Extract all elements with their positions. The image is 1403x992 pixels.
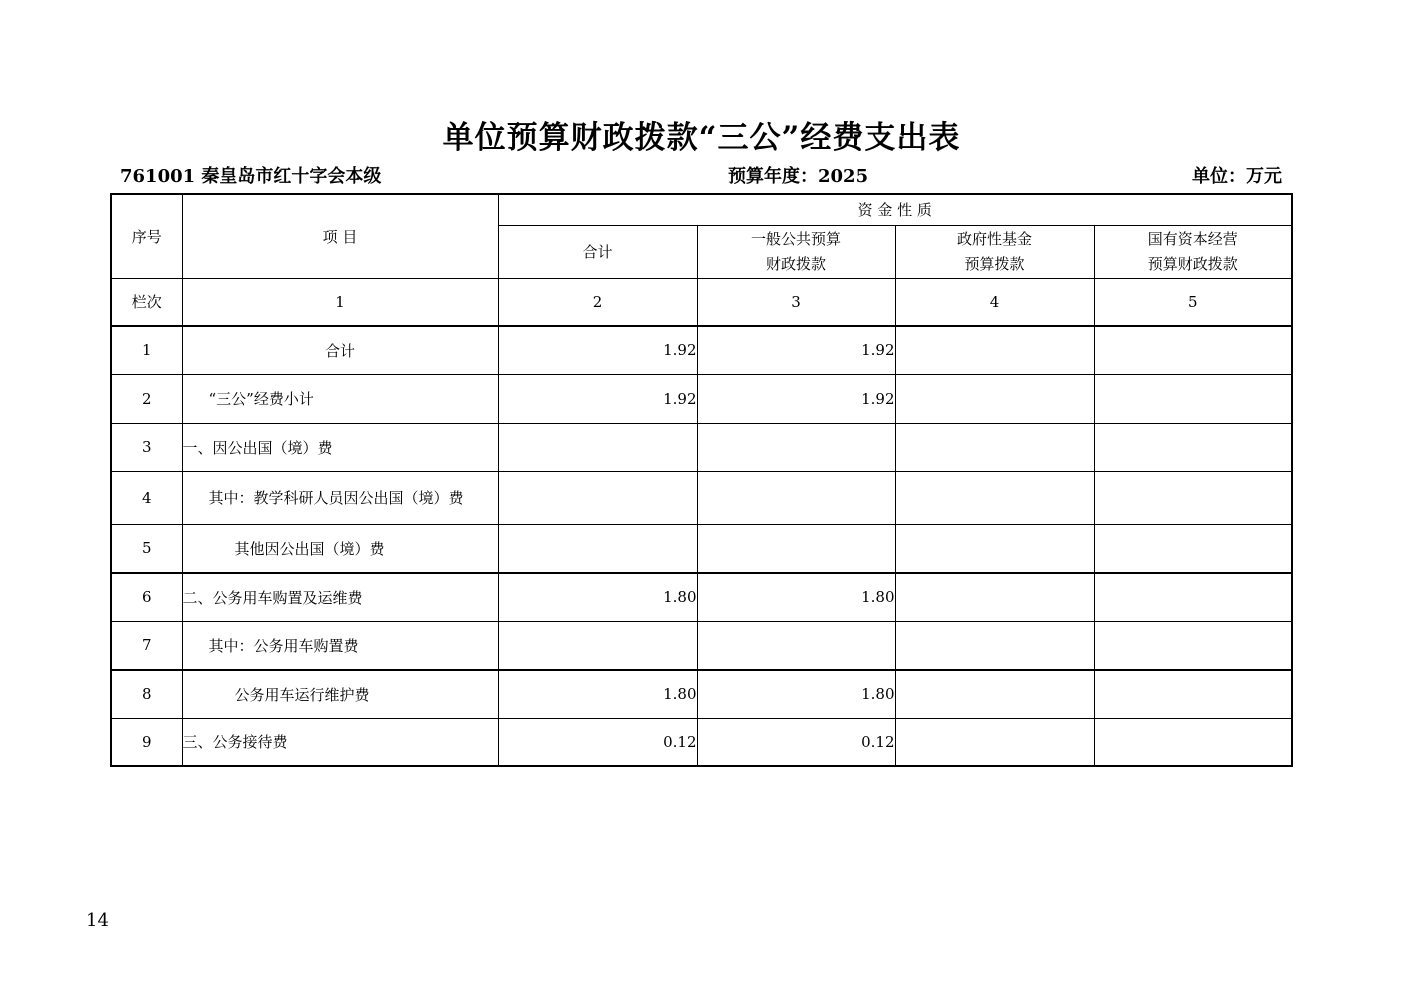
row-number: 5: [111, 524, 182, 573]
row-state-capital: [1094, 471, 1292, 524]
row-total: [498, 423, 697, 471]
column-index-cell: 5: [1094, 278, 1292, 326]
row-item: 其他因公出国（境）费: [182, 524, 498, 573]
table-row: [111, 573, 1292, 621]
currency-unit: 单位：万元: [1192, 166, 1282, 187]
table-row: [111, 718, 1292, 766]
table-row: [111, 524, 1292, 573]
row-state-capital: [1094, 718, 1292, 766]
row-general: 1.80: [697, 573, 895, 621]
row-number: 2: [111, 374, 182, 423]
table-row: [111, 471, 1292, 524]
row-gov-fund: [895, 423, 1094, 471]
row-total: [498, 471, 697, 524]
row-gov-fund: [895, 718, 1094, 766]
header-general-budget-line1: 一般公共预算: [750, 229, 841, 248]
page-number: 14: [86, 910, 109, 931]
row-number: 6: [111, 573, 182, 621]
row-item: 合计: [182, 326, 498, 374]
table-row: [111, 621, 1292, 670]
row-general: 1.80: [697, 670, 895, 718]
row-item: 其中：公务用车购置费: [182, 621, 498, 670]
header-fund-nature: 资 金 性 质: [498, 194, 1292, 225]
row-item: 公务用车运行维护费: [182, 670, 498, 718]
row-state-capital: [1094, 573, 1292, 621]
row-general: [697, 621, 895, 670]
row-total: 1.80: [498, 573, 697, 621]
table-row: [111, 326, 1292, 374]
header-general-budget-line2: 财政拨款: [765, 254, 826, 273]
row-gov-fund: [895, 573, 1094, 621]
row-total: [498, 621, 697, 670]
row-gov-fund: [895, 621, 1094, 670]
header-general-budget: [697, 225, 895, 278]
row-number: 7: [111, 621, 182, 670]
document-title: 单位预算财政拨款“三公”经费支出表: [442, 120, 961, 156]
header-gov-fund: [895, 225, 1094, 278]
header-gov-fund-line2: 预算拨款: [964, 254, 1025, 273]
table-row: [111, 374, 1292, 423]
header-seq: 序号: [111, 194, 182, 278]
row-total: 1.92: [498, 326, 697, 374]
row-item: “三公”经费小计: [182, 374, 498, 423]
row-state-capital: [1094, 423, 1292, 471]
table-row: [111, 423, 1292, 471]
row-general: [697, 423, 895, 471]
row-general: 0.12: [697, 718, 895, 766]
row-total: 1.92: [498, 374, 697, 423]
row-number: 1: [111, 326, 182, 374]
row-general: [697, 471, 895, 524]
row-number: 9: [111, 718, 182, 766]
column-index-cell: 4: [895, 278, 1094, 326]
budget-year: 预算年度：2025: [728, 166, 869, 187]
row-general: [697, 524, 895, 573]
header-row-1: [111, 194, 1292, 225]
column-index-cell: 2: [498, 278, 697, 326]
row-total: 0.12: [498, 718, 697, 766]
row-state-capital: [1094, 326, 1292, 374]
table-row: [111, 670, 1292, 718]
column-index-row: [111, 278, 1292, 326]
unit-code: 761001 秦皇岛市红十字会本级: [120, 166, 382, 187]
row-item: 其中：教学科研人员因公出国（境）费: [182, 471, 498, 524]
row-total: [498, 524, 697, 573]
three-public-expenses-table: [110, 193, 1293, 767]
row-total: 1.80: [498, 670, 697, 718]
row-number: 8: [111, 670, 182, 718]
row-number: 4: [111, 471, 182, 524]
header-gov-fund-line1: 政府性基金: [956, 229, 1032, 248]
row-general: 1.92: [697, 326, 895, 374]
row-gov-fund: [895, 670, 1094, 718]
row-state-capital: [1094, 374, 1292, 423]
row-item: 二、公务用车购置及运维费: [182, 573, 498, 621]
row-gov-fund: [895, 524, 1094, 573]
row-number: 3: [111, 423, 182, 471]
row-gov-fund: [895, 326, 1094, 374]
row-gov-fund: [895, 471, 1094, 524]
header-item: 项 目: [182, 194, 498, 278]
column-index-cell: 3: [697, 278, 895, 326]
header-total: 合计: [498, 225, 697, 278]
row-item: 一、因公出国（境）费: [182, 423, 498, 471]
row-general: 1.92: [697, 374, 895, 423]
row-state-capital: [1094, 621, 1292, 670]
header-state-capital: [1094, 225, 1292, 278]
header-state-capital-line1: 国有资本经营: [1147, 229, 1238, 248]
row-state-capital: [1094, 524, 1292, 573]
header-state-capital-line2: 预算财政拨款: [1147, 254, 1238, 273]
column-index-cell: 1: [182, 278, 498, 326]
column-index-label: 栏次: [111, 278, 182, 326]
row-item: 三、公务接待费: [182, 718, 498, 766]
row-gov-fund: [895, 374, 1094, 423]
row-state-capital: [1094, 670, 1292, 718]
